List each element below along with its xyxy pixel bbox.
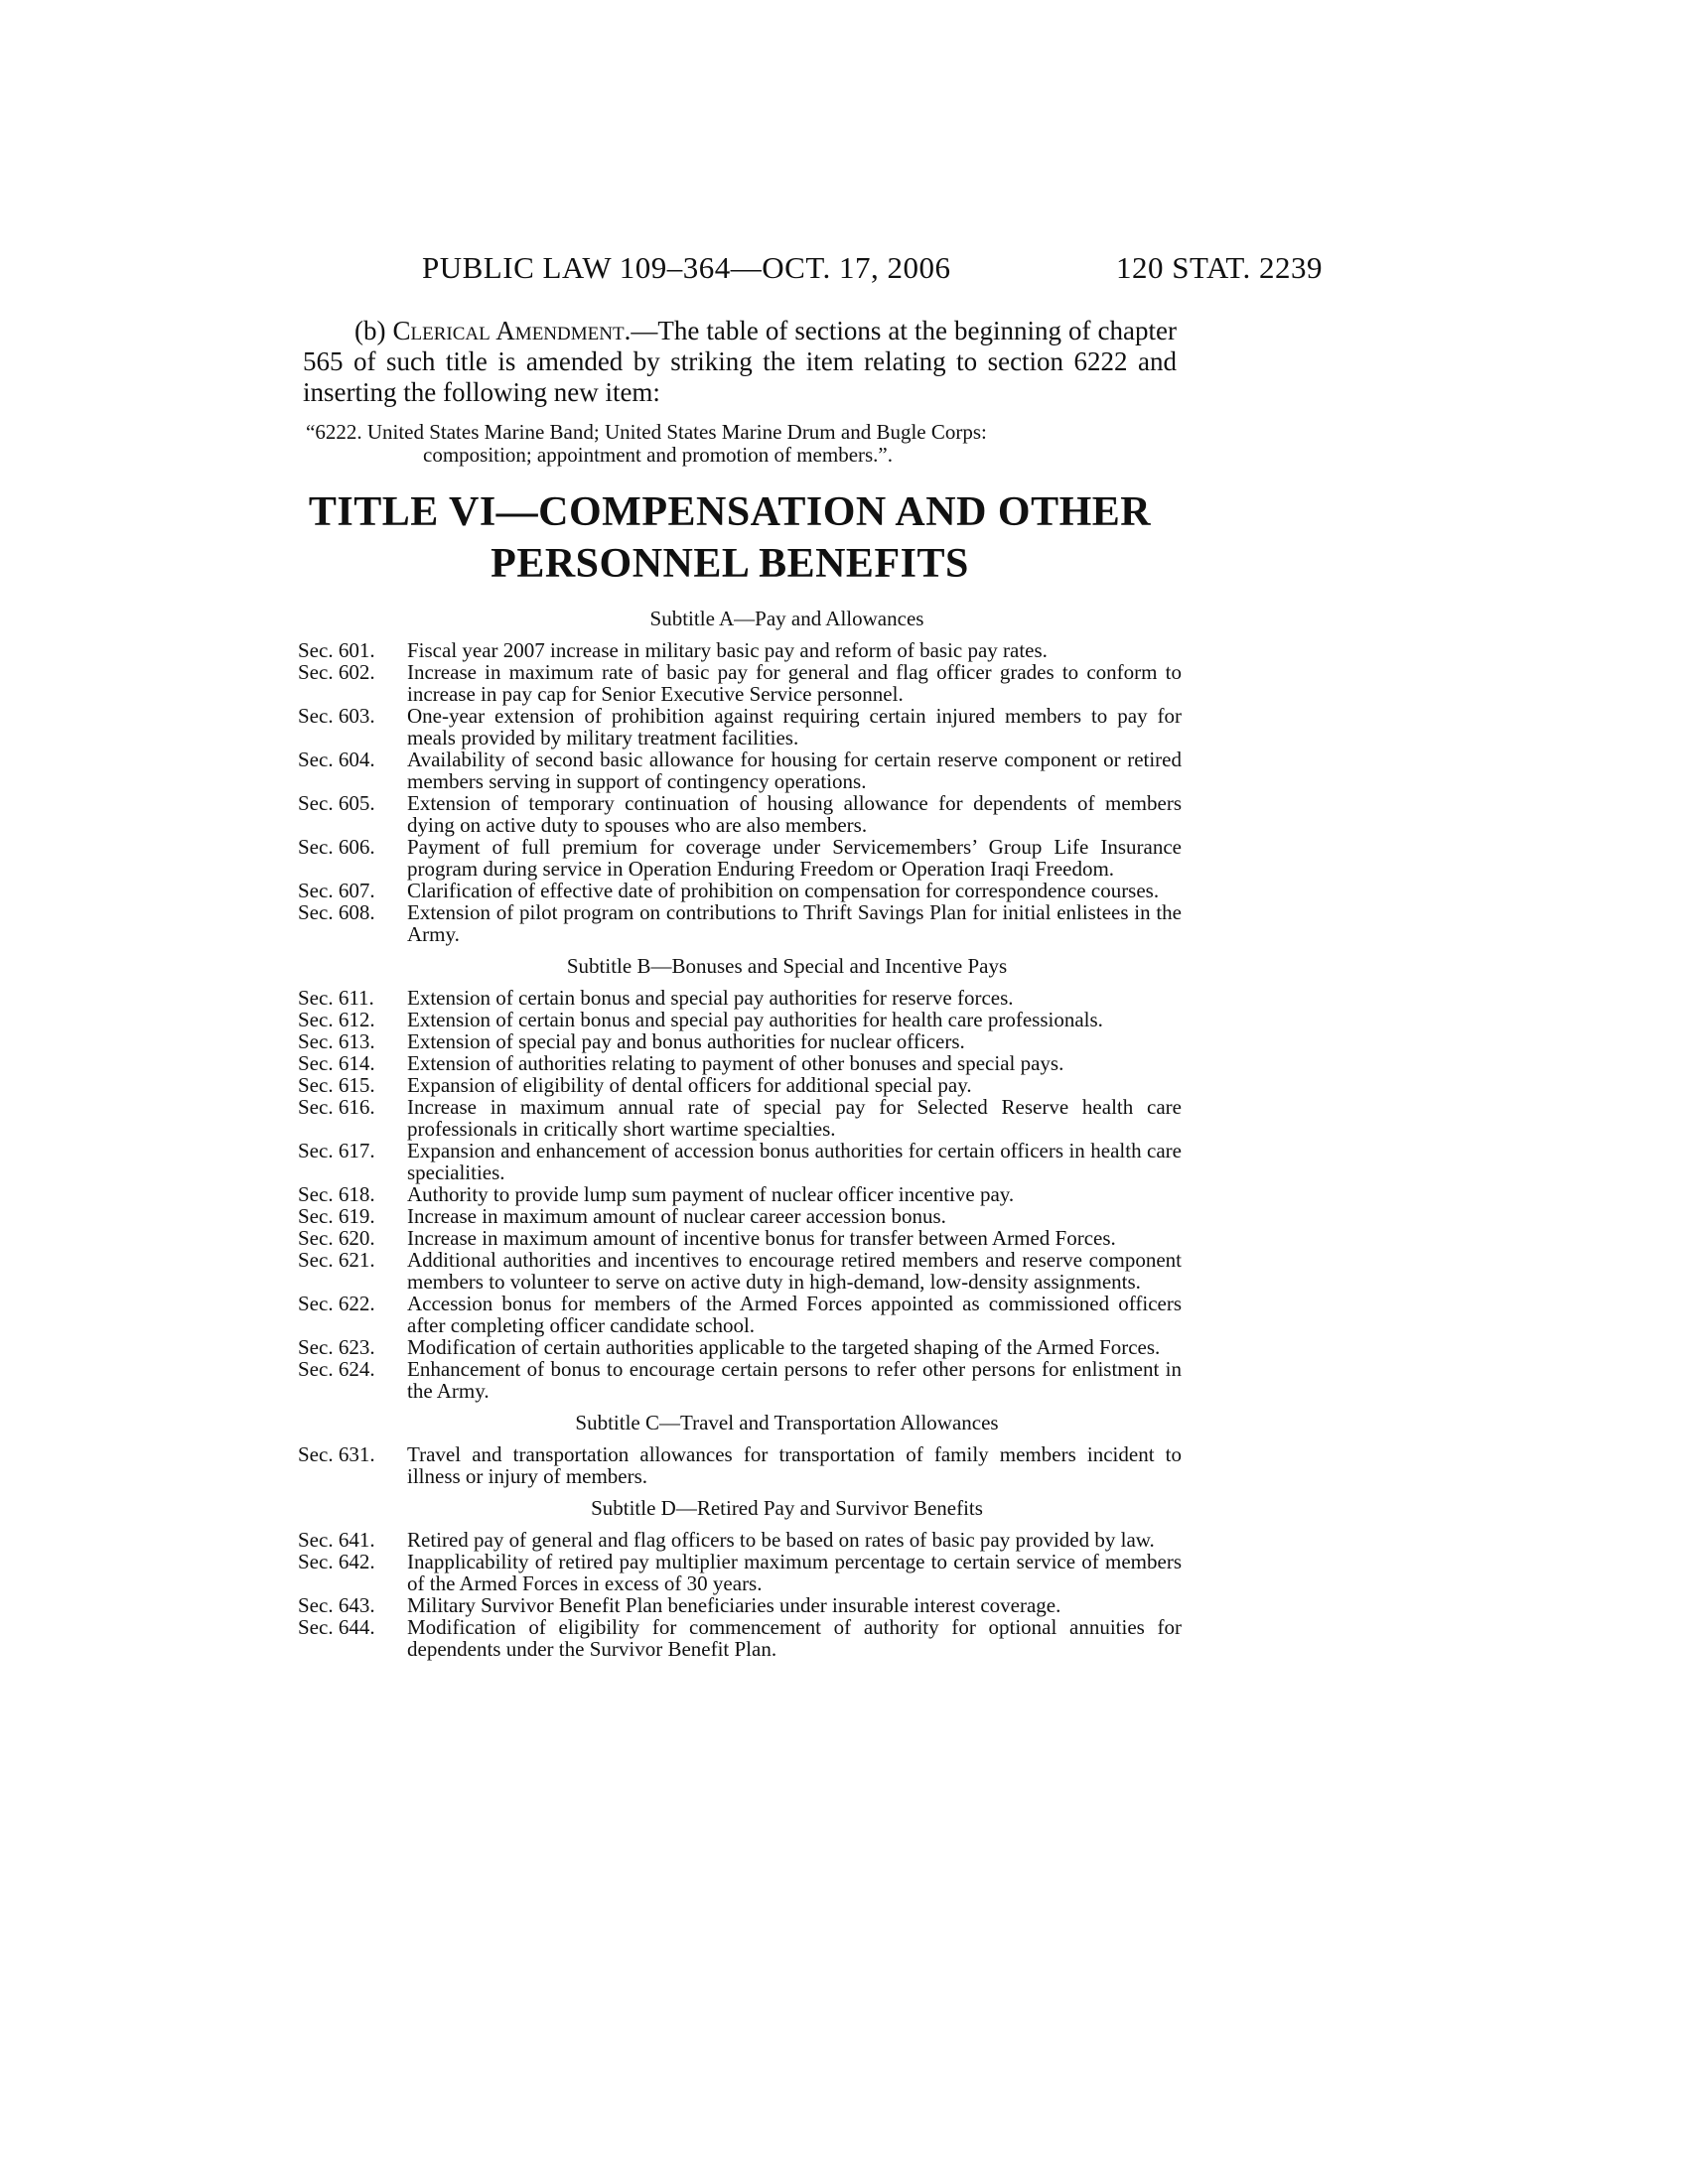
section-number: Sec. 603. <box>298 704 375 728</box>
toc-entry <box>298 1074 1182 1096</box>
section-number: Sec. 611. <box>298 986 374 1010</box>
new-item-line-1: “6222. United States Marine Band; United States Marine Drum and Bugle Corps: <box>306 420 987 444</box>
header-page-number: 120 STAT. 2239 <box>1116 250 1324 285</box>
toc-entry <box>298 1030 1182 1052</box>
section-number: Sec. 614. <box>298 1051 375 1075</box>
section-number: Sec. 623. <box>298 1335 375 1359</box>
section-title: Availability of second basic allowance for housing for certain reserve component or retired members serving in support of contingency operations. <box>407 748 1182 793</box>
section-title: Enhancement of bonus to encourage certain persons to refer other persons for enlistment in the Army. <box>407 1357 1182 1403</box>
section-number: Sec. 608. <box>298 900 375 924</box>
section-title: Extension of certain bonus and special pay authorities for reserve forces. <box>407 986 1014 1010</box>
toc-entry <box>298 1183 1182 1205</box>
section-title: Military Survivor Benefit Plan beneficiaries under insurable interest coverage. <box>407 1593 1061 1617</box>
section-number: Sec. 621. <box>298 1248 375 1272</box>
toc-entry <box>298 901 1182 945</box>
toc-entry <box>298 1529 1182 1551</box>
section-number: Sec. 641. <box>298 1528 375 1552</box>
amendment-label: (b) <box>354 316 386 345</box>
subtitle-a-list <box>298 639 1182 945</box>
section-title: Expansion and enhancement of accession bonus authorities for certain officers in health care specialities. <box>407 1139 1182 1184</box>
clerical-amendment-paragraph <box>303 316 1177 408</box>
section-title: Extension of authorities relating to payment of other bonuses and special pays. <box>407 1051 1064 1075</box>
section-number: Sec. 601. <box>298 638 375 662</box>
toc-entry <box>298 1052 1182 1074</box>
section-number: Sec. 612. <box>298 1008 375 1031</box>
table-of-contents <box>298 608 1182 1660</box>
subtitle-a-heading: Subtitle A—Pay and Allowances <box>649 607 924 630</box>
section-title: Inapplicability of retired pay multiplier maximum percentage to certain service of members of the Armed Forces in excess of 30 years. <box>407 1550 1182 1595</box>
section-number: Sec. 605. <box>298 791 375 815</box>
toc-entry <box>298 1358 1182 1402</box>
toc-entry <box>298 705 1182 749</box>
section-number: Sec. 613. <box>298 1029 375 1053</box>
subtitle-c-list <box>298 1443 1182 1487</box>
section-number: Sec. 616. <box>298 1095 375 1119</box>
toc-entry <box>298 639 1182 661</box>
section-title: Extension of pilot program on contributions to Thrift Savings Plan for initial enlistees in the Army. <box>407 900 1182 946</box>
amendment-body: .—The table of sections at the beginning of chapter 565 of such title is amended by striking the item relating to section 6222 and inserting the following new item: <box>303 316 1177 407</box>
section-title: Retired pay of general and flag officers to be based on rates of basic pay provided by law. <box>407 1528 1155 1552</box>
toc-entry <box>298 661 1182 705</box>
section-title: Increase in maximum rate of basic pay for general and flag officer grades to conform to increase in pay cap for Senior Executive Service personnel. <box>407 660 1182 706</box>
section-title: Payment of full premium for coverage under Servicemembers’ Group Life Insurance program during service in Operation Enduring Freedom or Operation Iraqi Freedom. <box>407 835 1182 881</box>
title-vi-heading <box>199 486 1261 590</box>
subtitle-d-list <box>298 1529 1182 1660</box>
toc-entry <box>298 836 1182 880</box>
title-line-1: TITLE VI—COMPENSATION AND OTHER <box>308 489 1152 535</box>
new-section-item <box>306 421 1180 467</box>
section-number: Sec. 620. <box>298 1226 375 1250</box>
toc-entry <box>298 1205 1182 1227</box>
subtitle-b-list <box>298 987 1182 1402</box>
section-number: Sec. 644. <box>298 1615 375 1639</box>
subtitle-d-heading: Subtitle D—Retired Pay and Survivor Benefits <box>591 1496 983 1520</box>
section-title: Extension of special pay and bonus authorities for nuclear officers. <box>407 1029 965 1053</box>
toc-entry <box>298 792 1182 836</box>
header-law-title: PUBLIC LAW 109–364—OCT. 17, 2006 <box>422 250 951 285</box>
section-title: Increase in maximum amount of nuclear career accession bonus. <box>407 1204 946 1228</box>
section-title: Increase in maximum annual rate of special pay for Selected Reserve health care professionals in critically short wartime specialties. <box>407 1095 1182 1141</box>
section-number: Sec. 642. <box>298 1550 375 1573</box>
section-number: Sec. 606. <box>298 835 375 859</box>
toc-entry <box>298 1336 1182 1358</box>
section-number: Sec. 618. <box>298 1182 375 1206</box>
title-line-2: PERSONNEL BENEFITS <box>491 541 969 587</box>
section-number: Sec. 607. <box>298 879 375 902</box>
section-title: Extension of temporary continuation of housing allowance for dependents of members dying on active duty to spouses who are also members. <box>407 791 1182 837</box>
amendment-heading: Clerical Amendment <box>392 316 625 345</box>
toc-entry <box>298 1443 1182 1487</box>
section-number: Sec. 617. <box>298 1139 375 1162</box>
section-number: Sec. 604. <box>298 748 375 771</box>
section-title: Clarification of effective date of prohibition on compensation for correspondence courses. <box>407 879 1160 902</box>
toc-entry <box>298 987 1182 1009</box>
section-number: Sec. 619. <box>298 1204 375 1228</box>
toc-entry <box>298 1009 1182 1030</box>
subtitle-b-heading: Subtitle B—Bonuses and Special and Incentive Pays <box>566 954 1008 978</box>
section-title: Authority to provide lump sum payment of nuclear officer incentive pay. <box>407 1182 1015 1206</box>
section-title: Expansion of eligibility of dental officers for additional special pay. <box>407 1073 972 1097</box>
running-header <box>0 250 1688 290</box>
section-number: Sec. 602. <box>298 660 375 684</box>
toc-entry <box>298 1551 1182 1594</box>
toc-entry <box>298 1227 1182 1249</box>
section-title: Modification of certain authorities applicable to the targeted shaping of the Armed Forces. <box>407 1335 1161 1359</box>
section-number: Sec. 631. <box>298 1442 375 1466</box>
toc-entry <box>298 1140 1182 1183</box>
toc-entry <box>298 1096 1182 1140</box>
subtitle-c-heading: Subtitle C—Travel and Transportation Allowances <box>575 1411 999 1434</box>
section-number: Sec. 615. <box>298 1073 375 1097</box>
section-title: Fiscal year 2007 increase in military basic pay and reform of basic pay rates. <box>407 638 1048 662</box>
section-number: Sec. 624. <box>298 1357 375 1381</box>
toc-entry <box>298 880 1182 901</box>
section-number: Sec. 622. <box>298 1292 375 1315</box>
section-title: Extension of certain bonus and special pay authorities for health care professionals. <box>407 1008 1103 1031</box>
section-title: Additional authorities and incentives to encourage retired members and reserve component members to volunteer to serve on active duty in high-demand, low-density assignments. <box>407 1248 1182 1294</box>
section-number: Sec. 643. <box>298 1593 375 1617</box>
toc-entry <box>298 1616 1182 1660</box>
section-title: One-year extension of prohibition against requiring certain injured members to pay for meals provided by military treatment facilities. <box>407 704 1182 750</box>
section-title: Travel and transportation allowances for transportation of family members incident to illness or injury of members. <box>407 1442 1182 1488</box>
section-title: Modification of eligibility for commencement of authority for optional annuities for dependents under the Survivor Benefit Plan. <box>407 1615 1182 1661</box>
toc-entry <box>298 1594 1182 1616</box>
toc-entry <box>298 749 1182 792</box>
section-title: Increase in maximum amount of incentive bonus for transfer between Armed Forces. <box>407 1226 1116 1250</box>
new-item-line-2: composition; appointment and promotion of members.”. <box>423 443 894 467</box>
section-title: Accession bonus for members of the Armed Forces appointed as commissioned officers after completing officer candidate school. <box>407 1292 1182 1337</box>
toc-entry <box>298 1293 1182 1336</box>
toc-entry <box>298 1249 1182 1293</box>
